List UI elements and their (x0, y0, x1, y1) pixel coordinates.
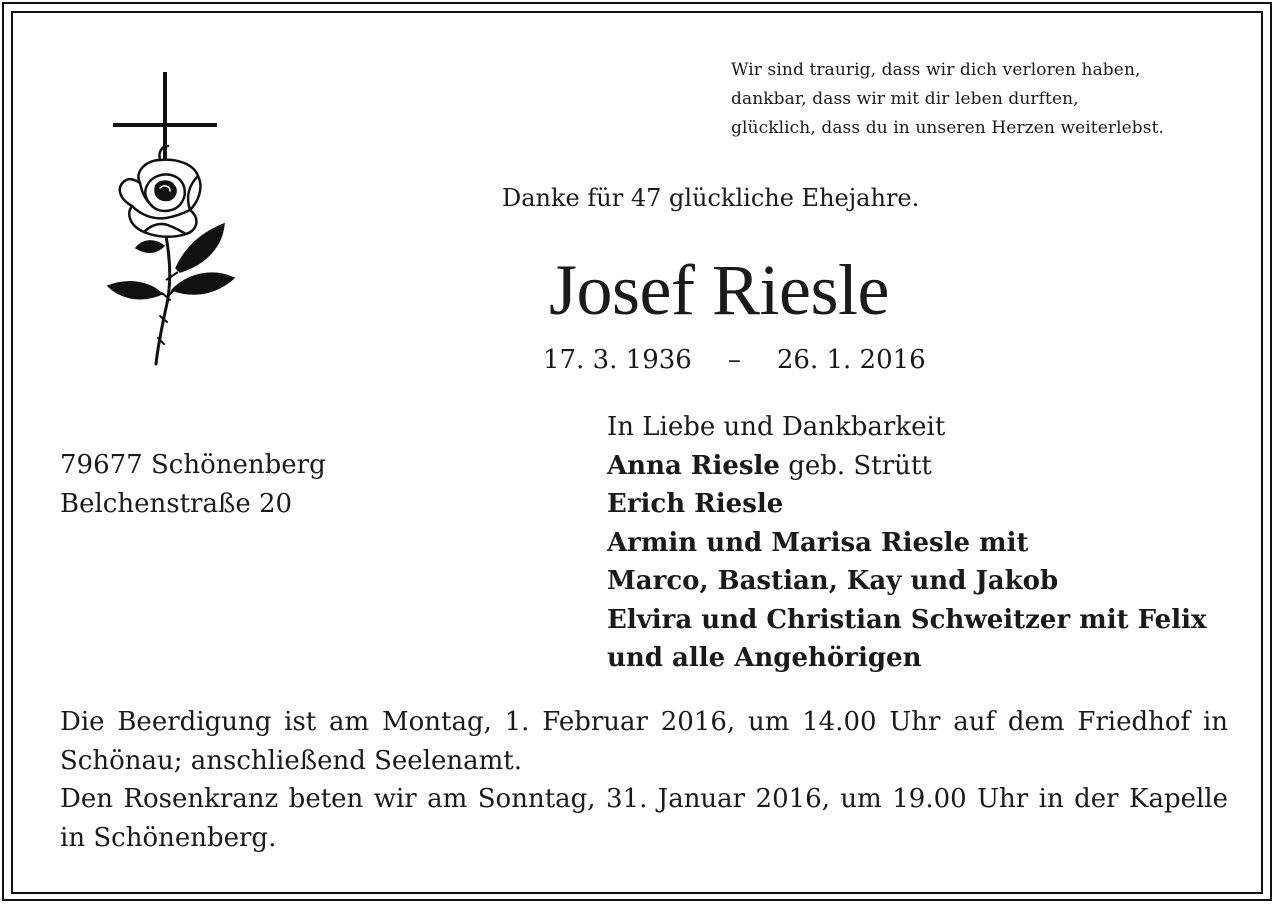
poem-line: glücklich, dass du in unseren Herzen weiterlebst. (731, 118, 1165, 138)
family-intro: In Liebe und Dankbarkeit (607, 412, 946, 442)
family-member: und alle Angehörigen (607, 643, 922, 673)
service-notices (60, 703, 1228, 857)
date-separator: – (727, 345, 741, 375)
family-signature (607, 408, 1206, 678)
family-member: Erich Riesle (607, 489, 784, 519)
poem-line: dankbar, dass wir mit dir leben durften, (731, 89, 1079, 109)
address-street: Belchenstraße 20 (60, 488, 293, 519)
family-member: Armin und Marisa Riesle mit (607, 527, 1029, 558)
mourner-address (60, 446, 326, 523)
life-dates (543, 340, 926, 380)
family-member: Elvira und Christian Schweitzer mit Felix (607, 604, 1207, 635)
death-date: 26. 1. 2016 (776, 345, 926, 375)
poem-line: Wir sind traurig, dass wir dich verloren haben, (731, 60, 1141, 80)
address-city: 79677 Schönenberg (60, 450, 326, 480)
family-wife (607, 447, 1206, 486)
wife-maiden-name: geb. Strütt (779, 450, 932, 481)
thanks-line: Danke für 47 glückliche Ehejahre. (502, 184, 920, 212)
cross-icon (113, 72, 217, 170)
funeral-notice: Die Beerdigung ist am Montag, 1. Februar 2016, um 14.00 Uhr auf dem Friedhof in Schönau; anschließend Seelenamt. (60, 707, 1228, 776)
birth-date: 17. 3. 1936 (543, 345, 692, 375)
wife-name: Anna Riesle (607, 450, 780, 481)
deceased-name: Josef Riesle (549, 250, 889, 330)
family-member: Marco, Bastian, Kay und Jakob (607, 566, 1059, 596)
cross-rose-emblem (100, 68, 240, 370)
rosary-notice: Den Rosenkranz beten wir am Sonntag, 31. Januar 2016, um 19.00 Uhr in der Kapelle in Schönenberg. (60, 784, 1228, 853)
memorial-poem (731, 56, 1164, 143)
